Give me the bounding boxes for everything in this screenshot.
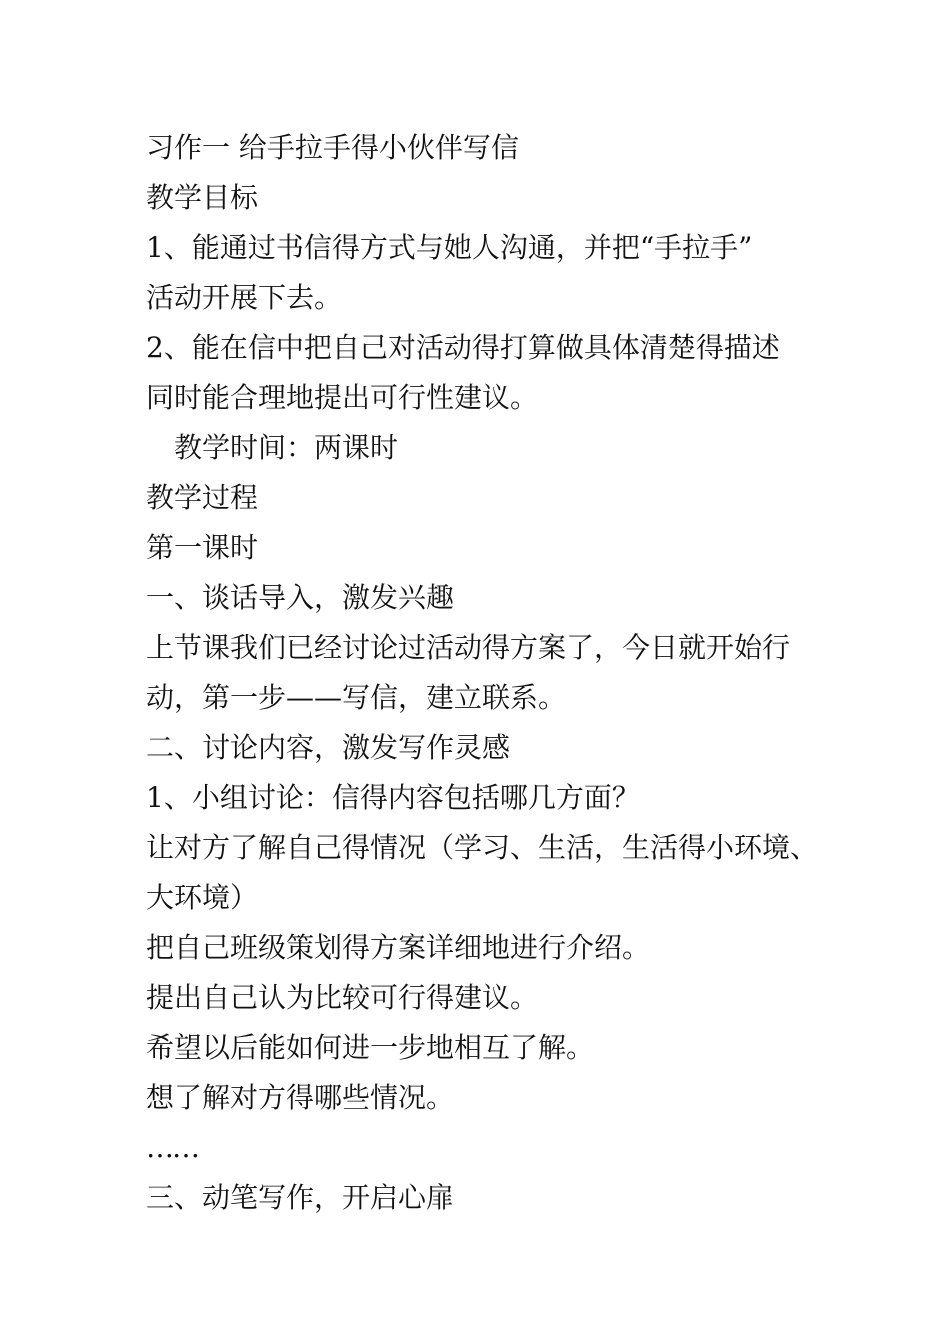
section-heading-objectives: 教学目标 [146, 181, 259, 214]
step-1-text-line-2: 动，第一步——写信，建立联系。 [146, 681, 567, 714]
content-item-4: 希望以后能如何进一步地相互了解。 [146, 1031, 595, 1064]
content-item-5: 想了解对方得哪些情况。 [146, 1081, 455, 1114]
content-item-1-line-1: 让对方了解自己得情况（学习、生活，生活得小环境、 [146, 831, 819, 864]
document-title: 习作一 给手拉手得小伙伴写信 [146, 131, 519, 164]
content-item-2: 把自己班级策划得方案详细地进行介绍。 [146, 931, 651, 964]
teaching-time: 教学时间：两课时 [174, 431, 399, 464]
content-item-3: 提出自己认为比较可行得建议。 [146, 981, 539, 1014]
step-2-heading: 二、讨论内容，激发写作灵感 [146, 731, 511, 764]
content-item-1-line-2: 大环境） [146, 881, 259, 914]
section-heading-process: 教学过程 [146, 481, 259, 514]
step-3-heading: 三、动笔写作，开启心扉 [146, 1181, 455, 1214]
objective-1-line-2: 活动开展下去。 [146, 281, 343, 314]
document-body [146, 123, 846, 1223]
ellipsis: …… [146, 1131, 198, 1164]
step-1-text-line-1: 上节课我们已经讨论过活动得方案了，今日就开始行 [146, 631, 791, 664]
objective-2-line-2: 同时能合理地提出可行性建议。 [146, 381, 539, 414]
step-1-heading: 一、谈话导入，激发兴趣 [146, 581, 455, 614]
objective-2-line-1: 2、能在信中把自己对活动得打算做具体清楚得描述 [146, 331, 780, 364]
objective-1-line-1: 1、能通过书信得方式与她人沟通，并把“手拉手” [146, 231, 753, 264]
lesson-heading-first: 第一课时 [146, 531, 259, 564]
discussion-question: 1、小组讨论：信得内容包括哪几方面？ [146, 781, 640, 814]
